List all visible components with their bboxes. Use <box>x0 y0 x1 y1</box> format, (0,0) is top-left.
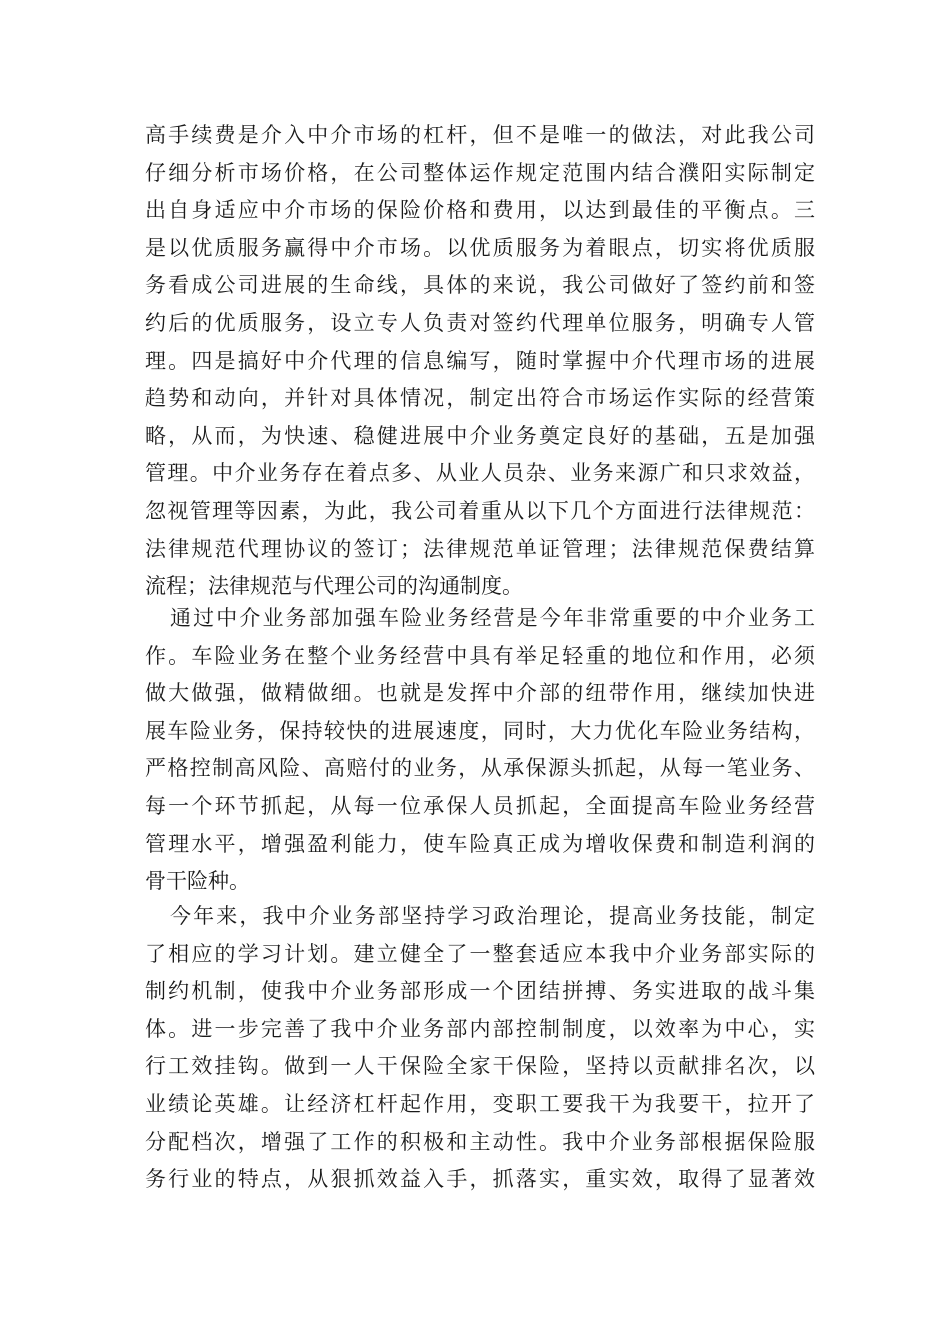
paragraph-1 <box>145 117 815 606</box>
text-line: 务行业的特点，从狠抓效益入手，抓落实，重实效，取得了显著效 <box>145 1167 815 1192</box>
text-line: 理。四是搞好中介代理的信息编写，随时掌握中介代理市场的进展 <box>145 348 815 373</box>
text-line: 展车险业务，保持较快的进展速度，同时，大力优化车险业务结构， <box>145 718 815 743</box>
text-line: 务看成公司进展的生命线，具体的来说，我公司做好了签约前和签 <box>145 273 815 298</box>
text-line: 了相应的学习计划。建立健全了一整套适应本我中介业务部实际的 <box>145 941 815 966</box>
paragraph-3 <box>145 898 815 1199</box>
paragraph-2 <box>145 600 815 901</box>
text-line: 忽视管理等因素，为此，我公司着重从以下几个方面进行法律规范： <box>145 498 815 523</box>
text-line: 分配档次，增强了工作的积极和主动性。我中介业务部根据保险服 <box>145 1129 815 1154</box>
text-line: 严格控制高风险、高赔付的业务，从承保源头抓起，从每一笔业务、 <box>145 756 815 781</box>
text-line: 做大做强，做精做细。也就是发挥中介部的纽带作用，继续加快进 <box>145 681 815 706</box>
text-line: 略，从而，为快速、稳健进展中介业务奠定良好的基础，五是加强 <box>145 423 815 448</box>
text-line: 作。车险业务在整个业务经营中具有举足轻重的地位和作用，必须 <box>145 643 815 668</box>
text-line: 业绩论英雄。让经济杠杆起作用，变职工要我干为我要干，拉开了 <box>145 1091 815 1116</box>
text-line: 约后的优质服务，设立专人负责对签约代理单位服务，明确专人管 <box>145 310 815 335</box>
text-line: 管理水平，增强盈利能力，使车险真正成为增收保费和制造利润的 <box>145 831 815 856</box>
text-line: 法律规范代理协议的签订；法律规范单证管理；法律规范保费结算 <box>145 536 815 561</box>
text-line: 是以优质服务赢得中介市场。以优质服务为着眼点，切实将优质服 <box>145 235 815 260</box>
text-line: 趋势和动向，并针对具体情况，制定出符合市场运作实际的经营策 <box>145 386 815 411</box>
text-line: 制约机制，使我中介业务部形成一个团结拼搏、务实进取的战斗集 <box>145 979 815 1004</box>
text-line: 今年来，我中介业务部坚持学习政治理论，提高业务技能，制定 <box>170 904 815 928</box>
text-line: 体。进一步完善了我中介业务部内部控制制度，以效率为中心，实 <box>145 1016 815 1041</box>
text-line: 出自身适应中介市场的保险价格和费用，以达到最佳的平衡点。三 <box>145 198 815 223</box>
text-line: 流程；法律规范与代理公司的沟通制度。 <box>145 574 523 599</box>
text-line: 每一个环节抓起，从每一位承保人员抓起，全面提高车险业务经营 <box>145 793 815 818</box>
text-line: 通过中介业务部加强车险业务经营是今年非常重要的中介业务工 <box>170 606 815 630</box>
text-line: 仔细分析市场价格，在公司整体运作规定范围内结合濮阳实际制定 <box>145 160 815 185</box>
text-line: 高手续费是介入中介市场的杠杆，但不是唯一的做法，对此我公司 <box>145 123 815 147</box>
text-line: 骨干险种。 <box>145 869 250 894</box>
text-line: 行工效挂钩。做到一人干保险全家干保险，坚持以贡献排名次，以 <box>145 1054 815 1079</box>
text-line: 管理。中介业务存在着点多、从业人员杂、业务来源广和只求效益， <box>145 461 815 486</box>
